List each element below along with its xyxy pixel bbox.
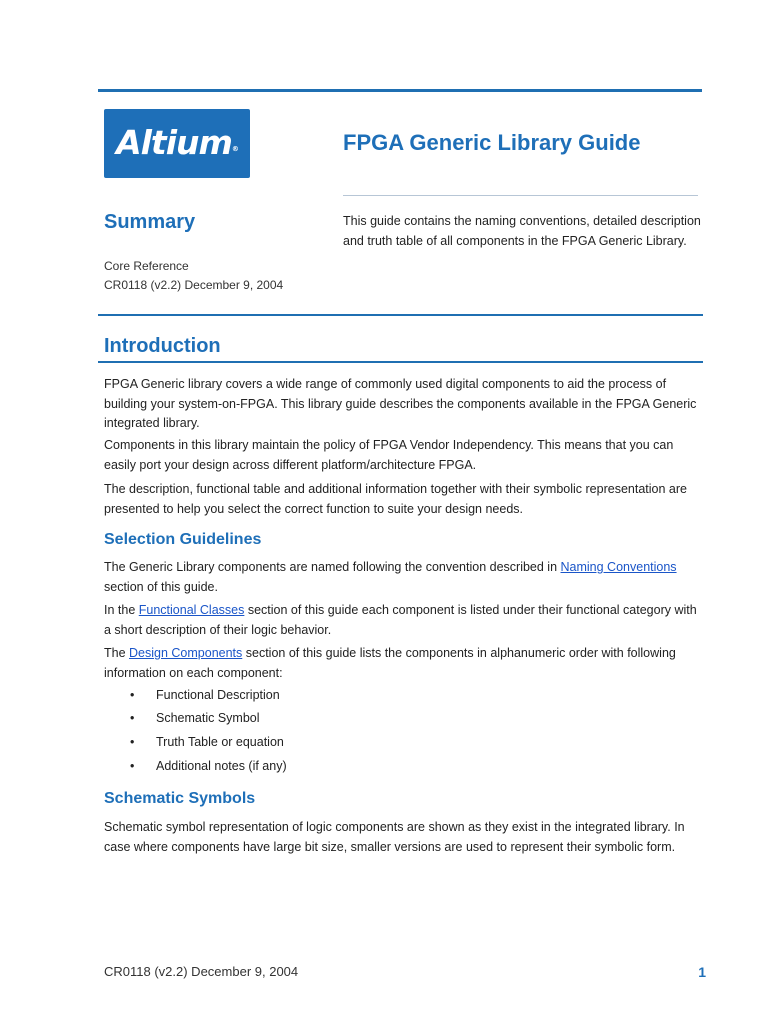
design-components-link[interactable]: Design Components <box>129 646 243 660</box>
naming-conventions-link[interactable]: Naming Conventions <box>560 560 677 574</box>
top-rule <box>98 89 702 92</box>
introduction-heading: Introduction <box>104 335 221 357</box>
section-rule-bottom <box>98 361 703 363</box>
list-item: • Additional notes (if any) <box>130 759 287 773</box>
schematic-symbols-heading: Schematic Symbols <box>104 790 256 807</box>
intro-paragraph-1: FPGA Generic library covers a wide range of commonly used digital components to aid the process of building your system-on-FPGA. This library guide describes the components available in the FPGA Generic integrated library. <box>104 377 697 430</box>
selection-paragraph-1: The Generic Library components are named following the convention described in Naming Conventions section of this guide. <box>104 560 677 594</box>
footer-doc-reference: CR0118 (v2.2) December 9, 2004 <box>104 964 299 979</box>
altium-logo <box>104 109 250 178</box>
title-divider <box>343 195 698 196</box>
section-rule-top <box>98 314 703 316</box>
list-item: • Schematic Symbol <box>130 711 260 725</box>
selection-paragraph-2: In the Functional Classes section of this guide each component is listed under their functional category with a short description of their logic behavior. <box>104 603 697 637</box>
selection-paragraph-3: The Design Components section of this guide lists the components in alphanumeric order with following information on each component: <box>104 646 676 680</box>
intro-paragraph-3: The description, functional table and additional information together with their symbolic representation are presented to help you select the correct function to suite your design needs. <box>104 482 687 516</box>
summary-heading: Summary <box>104 211 196 233</box>
list-item: • Truth Table or equation <box>130 735 284 749</box>
selection-guidelines-heading: Selection Guidelines <box>104 531 262 548</box>
summary-description: This guide contains the naming conventions, detailed description and truth table of all components in the FPGA Generic Library. <box>343 214 701 248</box>
list-item: • Functional Description <box>130 688 280 702</box>
logo-text: Altium® <box>116 123 238 162</box>
document-title: FPGA Generic Library Guide <box>343 130 641 155</box>
schematic-paragraph: Schematic symbol representation of logic components are shown as they exist in the integrated library. In case where components have large bit size, smaller versions are used to represent their symbolic form. <box>104 820 685 854</box>
page-number: 1 <box>698 964 706 980</box>
doc-type: Core Reference <box>104 259 189 273</box>
functional-classes-link[interactable]: Functional Classes <box>138 603 245 617</box>
intro-paragraph-2: Components in this library maintain the policy of FPGA Vendor Independency. This means that you can easily port your design across different platform/architecture FPGA. <box>104 438 674 472</box>
doc-reference: CR0118 (v2.2) December 9, 2004 <box>104 278 284 292</box>
